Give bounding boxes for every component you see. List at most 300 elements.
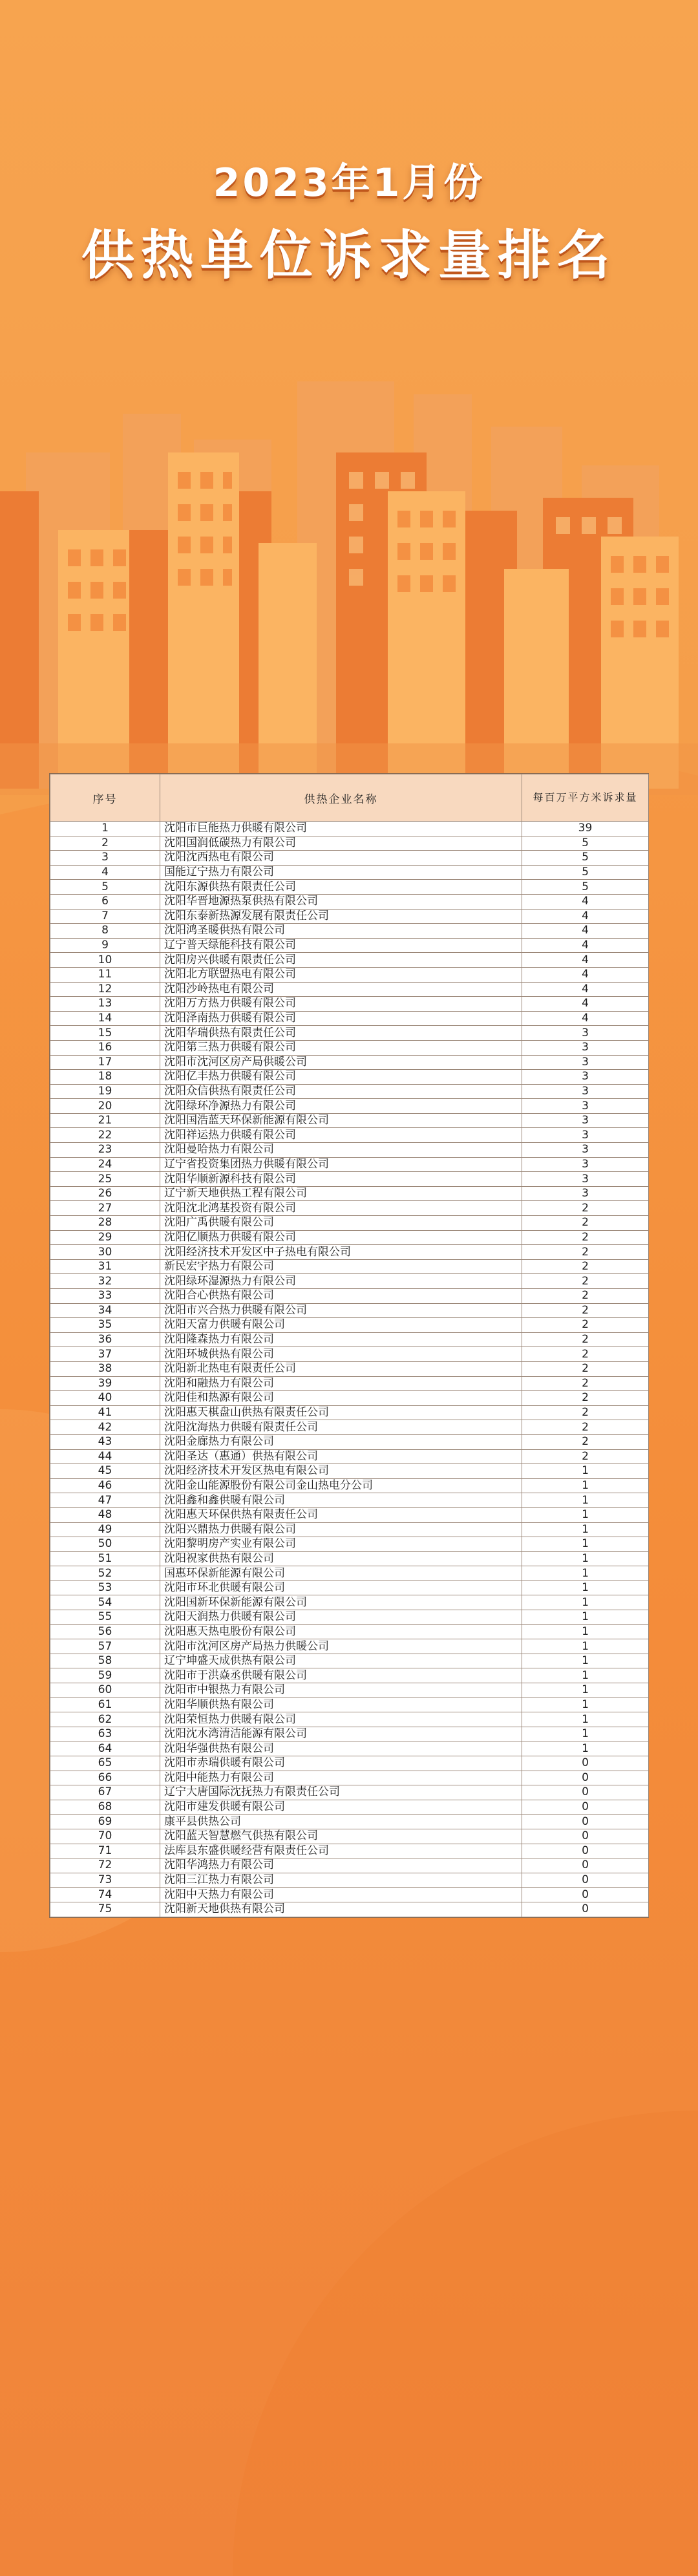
table-row — [50, 1289, 649, 1304]
rank-cell: 9 — [50, 938, 160, 953]
table-row — [50, 967, 649, 982]
complaint-count-cell: 1 — [522, 1522, 649, 1537]
table-row — [50, 1128, 649, 1143]
rank-cell: 57 — [50, 1639, 160, 1654]
company-name-cell: 沈阳沈西热电有限公司 — [160, 851, 522, 866]
company-name-cell: 沈阳三江热力有限公司 — [160, 1873, 522, 1888]
rank-cell: 10 — [50, 953, 160, 968]
rank-cell: 6 — [50, 894, 160, 909]
company-name-cell: 沈阳国新环保新能源有限公司 — [160, 1595, 522, 1610]
table-row — [50, 1844, 649, 1858]
table-row — [50, 894, 649, 909]
table-row — [50, 1902, 649, 1917]
complaint-count-cell: 2 — [522, 1318, 649, 1333]
complaint-count-cell: 1 — [522, 1566, 649, 1581]
company-name-cell: 沈阳荣恒热力供暖有限公司 — [160, 1712, 522, 1727]
rank-cell: 64 — [50, 1741, 160, 1756]
complaint-count-cell: 3 — [522, 1143, 649, 1158]
rank-cell: 38 — [50, 1361, 160, 1376]
company-name-cell: 沈阳鑫和鑫供暖有限公司 — [160, 1493, 522, 1508]
table-row — [50, 1230, 649, 1245]
table-row — [50, 1318, 649, 1333]
company-name-cell: 沈阳第三热力供暖有限公司 — [160, 1040, 522, 1055]
company-name-cell: 沈阳蓝天智慧燃气供热有限公司 — [160, 1829, 522, 1844]
company-name-cell: 辽宁省投资集团热力供暖有限公司 — [160, 1157, 522, 1172]
company-name-cell: 沈阳黎明房产实业有限公司 — [160, 1537, 522, 1552]
rank-cell: 20 — [50, 1099, 160, 1114]
complaint-count-cell: 0 — [522, 1902, 649, 1917]
rank-cell: 52 — [50, 1566, 160, 1581]
company-name-cell: 沈阳兴鼎热力供暖有限公司 — [160, 1522, 522, 1537]
rank-cell: 49 — [50, 1522, 160, 1537]
rank-cell: 46 — [50, 1478, 160, 1493]
company-name-cell: 沈阳市兴合热力供暖有限公司 — [160, 1303, 522, 1318]
complaint-count-cell: 5 — [522, 851, 649, 866]
complaint-count-cell: 1 — [522, 1624, 649, 1639]
complaint-count-cell: 5 — [522, 836, 649, 851]
company-name-cell: 沈阳市沈河区房产局供暖公司 — [160, 1055, 522, 1070]
company-name-cell: 沈阳华瑞供热有限责任公司 — [160, 1026, 522, 1041]
table-row — [50, 1391, 649, 1406]
table-row — [50, 1800, 649, 1815]
table-row — [50, 1084, 649, 1099]
company-name-cell: 法库县东盛供暖经营有限责任公司 — [160, 1844, 522, 1858]
company-name-cell: 辽宁大唐国际沈抚热力有限责任公司 — [160, 1785, 522, 1800]
complaint-count-cell: 4 — [522, 924, 649, 939]
rank-cell: 24 — [50, 1157, 160, 1172]
rank-cell: 33 — [50, 1289, 160, 1304]
complaint-count-cell: 4 — [522, 953, 649, 968]
company-name-cell: 沈阳沈海热力供暖有限责任公司 — [160, 1420, 522, 1435]
company-name-cell: 沈阳新北热电有限责任公司 — [160, 1361, 522, 1376]
rank-cell: 72 — [50, 1858, 160, 1873]
ranking-table — [50, 774, 649, 1917]
company-name-cell: 沈阳经济技术开发区热电有限公司 — [160, 1464, 522, 1479]
complaint-count-cell: 1 — [522, 1551, 649, 1566]
rank-cell: 2 — [50, 836, 160, 851]
table-header-row — [50, 774, 649, 822]
company-name-cell: 沈阳新天地供热有限公司 — [160, 1902, 522, 1917]
company-name-cell: 沈阳市巨能热力供暖有限公司 — [160, 822, 522, 836]
complaint-count-cell: 2 — [522, 1361, 649, 1376]
complaint-count-cell: 39 — [522, 822, 649, 836]
table-row — [50, 1858, 649, 1873]
table-row — [50, 1873, 649, 1888]
rank-cell: 13 — [50, 997, 160, 1012]
table-row — [50, 1639, 649, 1654]
company-name-cell: 沈阳东泰新热源发展有限责任公司 — [160, 909, 522, 924]
company-name-cell: 沈阳华鸿热力有限公司 — [160, 1858, 522, 1873]
table-row — [50, 1478, 649, 1493]
company-name-cell: 沈阳鸿圣暖供热有限公司 — [160, 924, 522, 939]
complaint-count-cell: 1 — [522, 1493, 649, 1508]
rank-cell: 63 — [50, 1727, 160, 1741]
header-rank: 序号 — [50, 774, 160, 822]
rank-cell: 75 — [50, 1902, 160, 1917]
complaint-count-cell: 4 — [522, 894, 649, 909]
rank-cell: 65 — [50, 1756, 160, 1771]
complaint-count-cell: 1 — [522, 1581, 649, 1595]
company-name-cell: 沈阳经济技术开发区中子热电有限公司 — [160, 1245, 522, 1260]
rank-cell: 26 — [50, 1186, 160, 1201]
complaint-count-cell: 3 — [522, 1070, 649, 1085]
complaint-count-cell: 2 — [522, 1259, 649, 1274]
company-name-cell: 沈阳圣达（惠通）供热有限公司 — [160, 1449, 522, 1464]
table-row — [50, 1551, 649, 1566]
ranking-table-container — [49, 773, 649, 1918]
complaint-count-cell: 2 — [522, 1420, 649, 1435]
rank-cell: 43 — [50, 1434, 160, 1449]
rank-cell: 25 — [50, 1172, 160, 1187]
table-row — [50, 1493, 649, 1508]
table-row — [50, 1581, 649, 1595]
table-row — [50, 1201, 649, 1216]
rank-cell: 15 — [50, 1026, 160, 1041]
complaint-count-cell: 0 — [522, 1888, 649, 1902]
complaint-count-cell: 3 — [522, 1040, 649, 1055]
table-row — [50, 1055, 649, 1070]
table-row — [50, 1727, 649, 1741]
table-row — [50, 1888, 649, 1902]
complaint-count-cell: 1 — [522, 1478, 649, 1493]
rank-cell: 4 — [50, 865, 160, 880]
table-row — [50, 924, 649, 939]
rank-cell: 56 — [50, 1624, 160, 1639]
header-company: 供热企业名称 — [160, 774, 522, 822]
complaint-count-cell: 1 — [522, 1610, 649, 1625]
complaint-count-cell: 3 — [522, 1186, 649, 1201]
complaint-count-cell: 2 — [522, 1434, 649, 1449]
company-name-cell: 康平县供热公司 — [160, 1815, 522, 1829]
table-row — [50, 880, 649, 895]
complaint-count-cell: 2 — [522, 1216, 649, 1231]
company-name-cell: 沈阳绿环净源热力有限公司 — [160, 1099, 522, 1114]
complaint-count-cell: 0 — [522, 1858, 649, 1873]
table-row — [50, 1040, 649, 1055]
complaint-count-cell: 4 — [522, 997, 649, 1012]
table-row — [50, 1683, 649, 1698]
rank-cell: 44 — [50, 1449, 160, 1464]
complaint-count-cell: 0 — [522, 1785, 649, 1800]
complaint-count-cell: 2 — [522, 1289, 649, 1304]
company-name-cell: 沈阳泽南热力供暖有限公司 — [160, 1011, 522, 1026]
company-name-cell: 沈阳天润热力供暖有限公司 — [160, 1610, 522, 1625]
rank-cell: 40 — [50, 1391, 160, 1406]
table-row — [50, 1815, 649, 1829]
table-row — [50, 938, 649, 953]
company-name-cell: 沈阳华晋地源热泵供热有限公司 — [160, 894, 522, 909]
complaint-count-cell: 2 — [522, 1274, 649, 1289]
complaint-count-cell: 1 — [522, 1683, 649, 1698]
table-row — [50, 1771, 649, 1785]
company-name-cell: 沈阳万方热力供暖有限公司 — [160, 997, 522, 1012]
complaint-count-cell: 3 — [522, 1026, 649, 1041]
company-name-cell: 沈阳国浩蓝天环保新能源有限公司 — [160, 1113, 522, 1128]
rank-cell: 31 — [50, 1259, 160, 1274]
table-row — [50, 1829, 649, 1844]
company-name-cell: 沈阳国润低碳热力有限公司 — [160, 836, 522, 851]
table-row — [50, 1610, 649, 1625]
table-row — [50, 1566, 649, 1581]
company-name-cell: 沈阳广禹供暖有限公司 — [160, 1216, 522, 1231]
company-name-cell: 新民宏宇热力有限公司 — [160, 1259, 522, 1274]
table-row — [50, 1186, 649, 1201]
complaint-count-cell: 0 — [522, 1771, 649, 1785]
table-row — [50, 1698, 649, 1712]
table-row — [50, 1449, 649, 1464]
table-row — [50, 1245, 649, 1260]
complaint-count-cell: 0 — [522, 1844, 649, 1858]
complaint-count-cell: 0 — [522, 1800, 649, 1815]
company-name-cell: 沈阳市沈河区房产局热力供暖公司 — [160, 1639, 522, 1654]
rank-cell: 58 — [50, 1654, 160, 1668]
table-row — [50, 1464, 649, 1479]
company-name-cell: 沈阳环城供热有限公司 — [160, 1347, 522, 1362]
rank-cell: 36 — [50, 1332, 160, 1347]
rank-cell: 42 — [50, 1420, 160, 1435]
complaint-count-cell: 2 — [522, 1347, 649, 1362]
rank-cell: 1 — [50, 822, 160, 836]
complaint-count-cell: 2 — [522, 1391, 649, 1406]
rank-cell: 29 — [50, 1230, 160, 1245]
rank-cell: 69 — [50, 1815, 160, 1829]
rank-cell: 12 — [50, 982, 160, 997]
rank-cell: 18 — [50, 1070, 160, 1085]
company-name-cell: 沈阳市于洪焱丞供暖有限公司 — [160, 1668, 522, 1683]
rank-cell: 3 — [50, 851, 160, 866]
rank-cell: 30 — [50, 1245, 160, 1260]
rank-cell: 21 — [50, 1113, 160, 1128]
complaint-count-cell: 2 — [522, 1201, 649, 1216]
rank-cell: 8 — [50, 924, 160, 939]
complaint-count-cell: 4 — [522, 1011, 649, 1026]
company-name-cell: 国惠环保新能源有限公司 — [160, 1566, 522, 1581]
rank-cell: 34 — [50, 1303, 160, 1318]
company-name-cell: 沈阳市赤瑞供暖有限公司 — [160, 1756, 522, 1771]
rank-cell: 16 — [50, 1040, 160, 1055]
table-row — [50, 1216, 649, 1231]
table-row — [50, 1741, 649, 1756]
rank-cell: 59 — [50, 1668, 160, 1683]
company-name-cell: 辽宁新天地供热工程有限公司 — [160, 1186, 522, 1201]
company-name-cell: 沈阳惠天热电股份有限公司 — [160, 1624, 522, 1639]
complaint-count-cell: 1 — [522, 1654, 649, 1668]
rank-cell: 35 — [50, 1318, 160, 1333]
table-row — [50, 1274, 649, 1289]
company-name-cell: 沈阳中能热力有限公司 — [160, 1771, 522, 1785]
complaint-count-cell: 1 — [522, 1727, 649, 1741]
complaint-count-cell: 1 — [522, 1639, 649, 1654]
table-row — [50, 1026, 649, 1041]
complaint-count-cell: 3 — [522, 1055, 649, 1070]
table-row — [50, 1624, 649, 1639]
complaint-count-cell: 3 — [522, 1113, 649, 1128]
complaint-count-cell: 3 — [522, 1099, 649, 1114]
rank-cell: 74 — [50, 1888, 160, 1902]
company-name-cell: 沈阳祥运热力供暖有限公司 — [160, 1128, 522, 1143]
rank-cell: 5 — [50, 880, 160, 895]
table-row — [50, 1011, 649, 1026]
rank-cell: 22 — [50, 1128, 160, 1143]
complaint-count-cell: 0 — [522, 1829, 649, 1844]
table-row — [50, 1420, 649, 1435]
rank-cell: 71 — [50, 1844, 160, 1858]
complaint-count-cell: 0 — [522, 1815, 649, 1829]
company-name-cell: 沈阳天富力供暖有限公司 — [160, 1318, 522, 1333]
table-row — [50, 1070, 649, 1085]
table-row — [50, 1143, 649, 1158]
company-name-cell: 沈阳众信供热有限责任公司 — [160, 1084, 522, 1099]
rank-cell: 50 — [50, 1537, 160, 1552]
table-row — [50, 1361, 649, 1376]
company-name-cell: 沈阳亿丰热力供暖有限公司 — [160, 1070, 522, 1085]
table-row — [50, 1376, 649, 1391]
company-name-cell: 沈阳绿环湿源热力有限公司 — [160, 1274, 522, 1289]
rank-cell: 67 — [50, 1785, 160, 1800]
complaint-count-cell: 2 — [522, 1245, 649, 1260]
company-name-cell: 沈阳沈水湾清洁能源有限公司 — [160, 1727, 522, 1741]
table-row — [50, 1537, 649, 1552]
table-row — [50, 1172, 649, 1187]
table-row — [50, 1405, 649, 1420]
rank-cell: 41 — [50, 1405, 160, 1420]
table-row — [50, 1303, 649, 1318]
table-row — [50, 1668, 649, 1683]
complaint-count-cell: 1 — [522, 1507, 649, 1522]
table-row — [50, 1595, 649, 1610]
rank-cell: 17 — [50, 1055, 160, 1070]
complaint-count-cell: 4 — [522, 982, 649, 997]
company-name-cell: 国能辽宁热力有限公司 — [160, 865, 522, 880]
rank-cell: 70 — [50, 1829, 160, 1844]
complaint-count-cell: 2 — [522, 1332, 649, 1347]
rank-cell: 28 — [50, 1216, 160, 1231]
complaint-count-cell: 5 — [522, 880, 649, 895]
company-name-cell: 沈阳沈北鸿基投资有限公司 — [160, 1201, 522, 1216]
complaint-count-cell: 0 — [522, 1756, 649, 1771]
table-row — [50, 997, 649, 1012]
rank-cell: 23 — [50, 1143, 160, 1158]
company-name-cell: 沈阳华顺新源科技有限公司 — [160, 1172, 522, 1187]
rank-cell: 45 — [50, 1464, 160, 1479]
company-name-cell: 沈阳祝家供热有限公司 — [160, 1551, 522, 1566]
table-row — [50, 1113, 649, 1128]
rank-cell: 32 — [50, 1274, 160, 1289]
company-name-cell: 沈阳华顺供热有限公司 — [160, 1698, 522, 1712]
rank-cell: 48 — [50, 1507, 160, 1522]
table-row — [50, 822, 649, 836]
table-row — [50, 851, 649, 866]
company-name-cell: 沈阳惠天棋盘山供热有限责任公司 — [160, 1405, 522, 1420]
table-row — [50, 865, 649, 880]
complaint-count-cell: 3 — [522, 1172, 649, 1187]
company-name-cell: 沈阳房兴供暖有限责任公司 — [160, 953, 522, 968]
company-name-cell: 沈阳沙岭热电有限公司 — [160, 982, 522, 997]
company-name-cell: 辽宁坤盛天成供热有限公司 — [160, 1654, 522, 1668]
complaint-count-cell: 1 — [522, 1741, 649, 1756]
complaint-count-cell: 4 — [522, 967, 649, 982]
rank-cell: 7 — [50, 909, 160, 924]
rank-cell: 68 — [50, 1800, 160, 1815]
table-row — [50, 1347, 649, 1362]
company-name-cell: 沈阳和融热力有限公司 — [160, 1376, 522, 1391]
table-row — [50, 1712, 649, 1727]
table-row — [50, 909, 649, 924]
company-name-cell: 沈阳市环北供暖有限公司 — [160, 1581, 522, 1595]
rank-cell: 47 — [50, 1493, 160, 1508]
table-row — [50, 1756, 649, 1771]
rank-cell: 19 — [50, 1084, 160, 1099]
company-name-cell: 沈阳惠天环保供热有限责任公司 — [160, 1507, 522, 1522]
table-row — [50, 1099, 649, 1114]
company-name-cell: 沈阳金山能源股份有限公司金山热电分公司 — [160, 1478, 522, 1493]
company-name-cell: 沈阳市建发供暖有限公司 — [160, 1800, 522, 1815]
rank-cell: 27 — [50, 1201, 160, 1216]
complaint-count-cell: 3 — [522, 1084, 649, 1099]
rank-cell: 53 — [50, 1581, 160, 1595]
table-row — [50, 1332, 649, 1347]
complaint-count-cell: 2 — [522, 1303, 649, 1318]
company-name-cell: 沈阳隆森热力有限公司 — [160, 1332, 522, 1347]
rank-cell: 51 — [50, 1551, 160, 1566]
company-name-cell: 沈阳华强供热有限公司 — [160, 1741, 522, 1756]
complaint-count-cell: 3 — [522, 1157, 649, 1172]
page-title-line1: 2023年1月份 — [213, 160, 485, 206]
table-row — [50, 1507, 649, 1522]
table-row — [50, 1434, 649, 1449]
table-row — [50, 1785, 649, 1800]
complaint-count-cell: 2 — [522, 1230, 649, 1245]
complaint-count-cell: 1 — [522, 1595, 649, 1610]
complaint-count-cell: 2 — [522, 1449, 649, 1464]
table-row — [50, 1522, 649, 1537]
company-name-cell: 沈阳市中银热力有限公司 — [160, 1683, 522, 1698]
rank-cell: 14 — [50, 1011, 160, 1026]
complaint-count-cell: 1 — [522, 1712, 649, 1727]
rank-cell: 60 — [50, 1683, 160, 1698]
rank-cell: 66 — [50, 1771, 160, 1785]
table-body — [50, 822, 649, 1917]
rank-cell: 61 — [50, 1698, 160, 1712]
company-name-cell: 沈阳北方联盟热电有限公司 — [160, 967, 522, 982]
company-name-cell: 沈阳金廊热力有限公司 — [160, 1434, 522, 1449]
complaint-count-cell: 0 — [522, 1873, 649, 1888]
table-row — [50, 1259, 649, 1274]
rank-cell: 39 — [50, 1376, 160, 1391]
complaint-count-cell: 1 — [522, 1698, 649, 1712]
rank-cell: 73 — [50, 1873, 160, 1888]
complaint-count-cell: 5 — [522, 865, 649, 880]
rank-cell: 11 — [50, 967, 160, 982]
table-row — [50, 953, 649, 968]
complaint-count-cell: 2 — [522, 1376, 649, 1391]
table-row — [50, 1157, 649, 1172]
header-complaints: 每百万平方米诉求量 — [522, 774, 649, 822]
rank-cell: 37 — [50, 1347, 160, 1362]
rank-cell: 54 — [50, 1595, 160, 1610]
table-row — [50, 836, 649, 851]
complaint-count-cell: 4 — [522, 909, 649, 924]
table-row — [50, 982, 649, 997]
complaint-count-cell: 1 — [522, 1464, 649, 1479]
complaint-count-cell: 3 — [522, 1128, 649, 1143]
page-title-line2: 供热单位诉求量排名 — [81, 225, 617, 286]
company-name-cell: 沈阳东源供热有限责任公司 — [160, 880, 522, 895]
company-name-cell: 沈阳佳和热源有限公司 — [160, 1391, 522, 1406]
rank-cell: 55 — [50, 1610, 160, 1625]
company-name-cell: 辽宁普天绿能科技有限公司 — [160, 938, 522, 953]
complaint-count-cell: 1 — [522, 1668, 649, 1683]
